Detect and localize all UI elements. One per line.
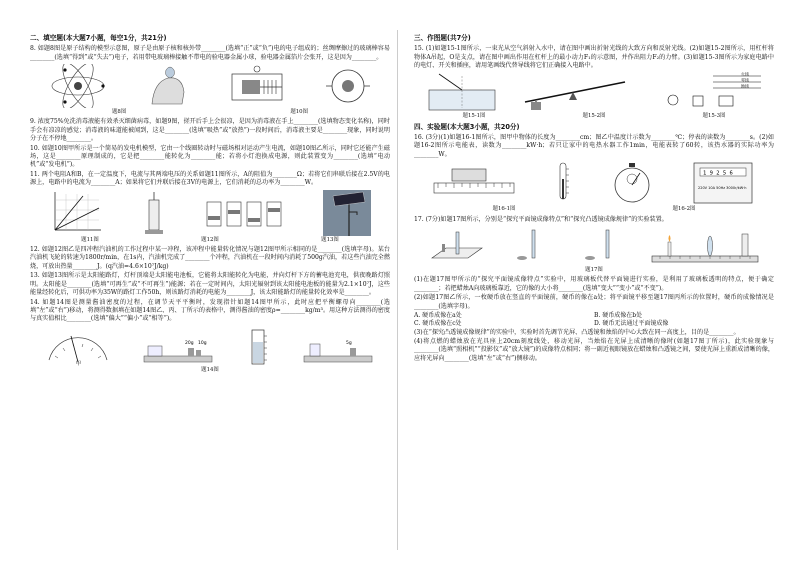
question-17-intro: 17. (7分)如题17图所示，分别是“探究平面镜成像特点”和“探究凸透镜成像规律”的实验装置。 xyxy=(414,215,668,223)
column-divider xyxy=(397,30,398,550)
weight-label-2: 10g xyxy=(197,340,207,346)
fig10-caption: 题10图 xyxy=(290,108,308,115)
fig14-label-a: 甲 xyxy=(75,360,81,366)
option-d: D. 硬币无法通过平面镜成像 xyxy=(594,320,669,328)
graduated-cylinder-figure xyxy=(243,326,273,366)
captions-16 xyxy=(414,206,774,213)
electric-meter-figure xyxy=(690,161,756,205)
ruler-figure xyxy=(432,161,516,205)
question-17-3: (3)在“探究凸透镜成像规律”的实验中，实验时首先调节光屏、凸透镜和烛焰的中心大致在同一高度上，目的是________。 xyxy=(414,328,740,336)
coin-mirror-figure-b xyxy=(514,226,554,266)
question-9: 9. 浓度75%免洗消毒液能有效杀灭细菌病毒，如题9图，搓开后手上会很凉，是因为消毒液在手上________(选填物态变化名称)，同时手会有凉凉的感觉；消毒液的味道能被闻到，这是________(选填“吸热”或“放热”)一段时间后，消毒液主要是________现象，同时说明分子在不停地________。 xyxy=(30,118,390,143)
fig11-caption: 题11图 xyxy=(81,236,99,243)
coin-mirror-figure-c xyxy=(582,226,622,266)
option-c: C. 硬币成像在c处 xyxy=(414,320,462,328)
question-13: 13. 如题13图所示是太阳能路灯，灯杆顶端是太阳能电池板，它能将太阳能转化为电能，并向灯杆下方的蓄电池充电，供夜晚路灯照明。太阳能是________(选填“可再生”或“不可再生”)能源；若在一定时间内，太阳光辐射到该太阳能电池板的能量为2.1×10⁷J，这些能量经转化后，可供功率为35W的路灯工作50h，则该路灯消耗的电能为________J，该太阳能路灯的能量转化效率是________。 xyxy=(30,272,390,297)
meter-reading: 1 9 2 5 6 xyxy=(703,170,733,177)
fig13-caption: 题13图 xyxy=(321,236,339,243)
question-15: 15. (1)如题15-1图所示，一束光从空气斜射入水中，请在图中画出折射光线的大致方向和反射光线。(2)如题15-2图所示，用杠杆将物体A吊起，O是支点，请在图中画出作用在杠杆上的最小动力F₁的示意图，并作出阻力F₂的力臂。(3)如题15-3图所示为家庭电路中的电灯、开关和插座，请用笔画线代替导线将它们正确接入电路中。 xyxy=(414,45,774,69)
balance-scale-figure-b xyxy=(138,326,218,366)
captions-15 xyxy=(414,113,774,120)
fig15-3-caption: 题15-3图 xyxy=(702,113,726,120)
fig15-1-caption: 题15-1图 xyxy=(462,113,486,120)
fig14-caption: 题14图 xyxy=(201,366,219,373)
option-a: A. 硬币成像在a处 xyxy=(414,312,462,320)
question-14: 14. 如题14图是测量酱油密度的过程，在调节天平平衡时，发现指针如题14图甲所示，此时应把平衡螺母向________(选填“左”或“右”)移动，将测得数据填在如题14图乙、丙、丁所示的表格中，测得酱油的密度ρ=________kg/m³。用这种方法测得的密度与真实值相比________(选填“偏大”“偏小”或“相等”)。 xyxy=(30,298,390,323)
question-17-4: (4)将点燃的蜡烛放在光具座上20cm刻度线处，移动光屏，当烛焰在光屏上成清晰的像时(如题17图丁所示)，此实验现象与________(选填“照相机”“投影仪”或“放大镜”)的成像特点相同；将一副近视眼镜放在蜡烛和凸透镜之间，要使光屏上重新成清晰的像，应将光屏向________(选填“左”或“右”)侧移动。 xyxy=(414,337,774,362)
wire-ground-label: 地线 xyxy=(741,83,749,89)
section4-title: 四、实验题(本大题3小题，共20分) xyxy=(414,122,520,131)
thermometer-figure xyxy=(552,161,574,205)
generator-figure-a xyxy=(228,64,286,108)
right-column xyxy=(414,34,774,364)
refraction-figure xyxy=(425,72,499,112)
optical-bench-figure xyxy=(650,226,760,266)
figure-17 xyxy=(414,226,774,266)
question-11: 11. 两个电阻A和B，在一定温度下，电流与其两端电压的关系如题11图所示，A的阻值为________Ω；若将它们串联后接在2.5V的电源上，电路中的电流为________A；如果将它们并联后接在3V的电源上，它们消耗的总功率为________W。 xyxy=(30,170,390,187)
fig12-caption: 题12图 xyxy=(201,236,219,243)
hand-sanitizer-figure xyxy=(146,64,190,108)
figures-11-13 xyxy=(30,190,390,236)
balance-dial-figure xyxy=(43,326,113,366)
household-circuit-figure xyxy=(653,72,763,112)
question-17-1: (1)在题17图甲所示的“探究平面镜成像特点”实验中，用玻璃板代替平面镜进行实验，是利用了玻璃板透明的特点，便于确定________；若把蜡烛A向玻璃板靠近，它的像的大小将________(选填“变大”“变小”或“不变”)。 xyxy=(414,276,774,292)
figure-14 xyxy=(30,326,390,366)
section3-title: 三、作图题(共7分) xyxy=(414,34,471,42)
atom-model-figure xyxy=(49,64,107,108)
figures-8-10 xyxy=(30,64,390,108)
fig8-caption: 题8图 xyxy=(112,108,127,115)
captions-8-10 xyxy=(30,109,390,116)
option-b: B. 硬币成像在b处 xyxy=(594,312,643,320)
question-10: 10. 如题10图甲所示是一个简易的发电机模型，它由一个线圈转动时与磁场相对运动产生电流，如题10图乙所示，同时它还能产生磁场，这是________原理制成的，它是把________能转化为________能；若将小灯泡换成电源，则此装置变为________(选填“电动机”或“发电机”)。 xyxy=(30,144,390,169)
fig16-1-caption: 题16-1图 xyxy=(492,206,516,213)
question-8: 8. 如题8图是原子结构的模型示意图，原子是由原子核和核外带________(选填“正”或“负”)电的电子组成的；丝绸摩擦过的玻璃棒容易________(选填“得到”或“失去”)电子，若用带电玻璃棒接触不带电的验电器金属小球，验电器金属箔片会张开，这是因为________。 xyxy=(30,45,390,61)
left-column xyxy=(30,34,390,376)
figures-15 xyxy=(414,72,774,112)
figures-16 xyxy=(414,161,774,205)
plane-mirror-setup-figure xyxy=(428,226,486,266)
fig15-2-caption: 题15-2图 xyxy=(582,113,606,120)
iv-graph-figure xyxy=(49,190,103,236)
stopwatch-figure xyxy=(610,161,654,205)
captions-11-13 xyxy=(30,237,390,244)
solar-street-light-figure xyxy=(323,190,371,236)
wire-neutral-label: 零线 xyxy=(741,77,749,83)
meter-spec-text: 220V 10A 50Hz 3000r/kW·h xyxy=(698,186,747,191)
question-12: 12. 如题12图乙是四冲程汽油机的工作过程中某一冲程，该冲程中能量转化情况与题12图甲所示相同的是________(选填字母)。某台汽油机飞轮的转速为1800r/min，在1s内，汽油机完成了________个冲程，汽油机在一段时间内消耗了500g汽油，若这些汽油完全燃烧，可放出热量________J。(q汽油=4.6×10⁷J/kg) xyxy=(30,246,390,270)
question-17-2: (2)如题17图乙所示，一枚硬币放在竖直的平面镜前，硬币的像在a处；将平面镜平移至题17图丙所示的位置时，硬币的成像情况是________(选填字母)。 xyxy=(414,294,774,310)
question-17-2-options xyxy=(414,312,774,329)
weight-label-3: 5g xyxy=(345,340,352,346)
generator-figure-b xyxy=(325,64,371,108)
engine-strokes-figure xyxy=(205,190,285,236)
weight-label-1: 20g xyxy=(184,340,194,346)
lever-figure xyxy=(521,72,631,112)
fig17-caption: 题17图 xyxy=(585,266,603,273)
balance-scale-figure-d xyxy=(298,326,378,366)
wire-live-label: 火线 xyxy=(741,72,749,77)
fig16-2-caption: 题16-2图 xyxy=(672,206,696,213)
pressure-device-figure xyxy=(141,190,167,236)
section2-title: 二、填空题(本大题7小题，每空1分，共21分) xyxy=(30,34,167,42)
question-16: 16. (3分)(1)如题16-1图所示，图甲中物体的长度为________cm；图乙中温度计示数为________℃；停表的读数为________s。(2)如题16-2图所示电能表，读数为________kW·h；若只让家中的电热水器工作1min，电能表转了60转，该热水器的实际功率为________W。 xyxy=(414,133,774,158)
